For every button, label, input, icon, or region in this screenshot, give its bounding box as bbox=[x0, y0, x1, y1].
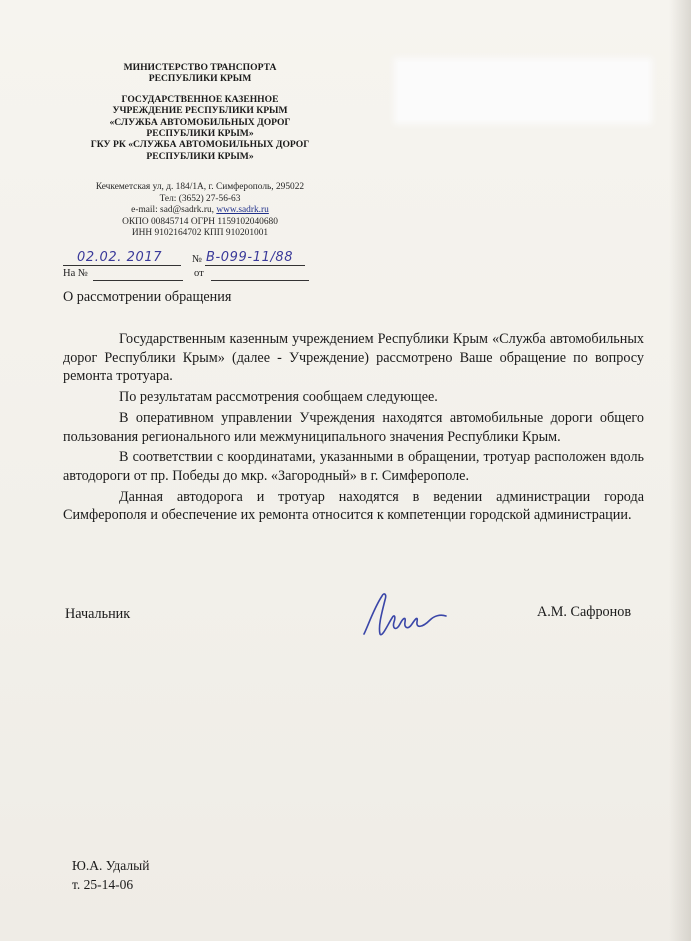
ministry-line-1: МИНИСТЕРСТВО ТРАНСПОРТА bbox=[123, 62, 277, 73]
letter-body bbox=[63, 330, 644, 527]
org-line-4: РЕСПУБЛИКИ КРЫМ» bbox=[146, 128, 254, 140]
paragraph-2: По результатам рассмотрения сообщаем следующее. bbox=[119, 389, 438, 406]
website-link[interactable]: www.sadrk.ru bbox=[216, 205, 269, 216]
paragraph-3: В оперативном управлении Учреждения находятся автомобильные дороги общего пользования регионального или межмуниципального значения Республики Крым. bbox=[63, 409, 644, 445]
handwritten-date: 02.02. 2017 bbox=[77, 250, 163, 265]
short-name-line-2: РЕСПУБЛИКИ КРЫМ» bbox=[146, 150, 254, 162]
na-label: На № bbox=[63, 268, 88, 279]
subject-line: О рассмотрении обращения bbox=[63, 289, 232, 305]
paragraph-1: Государственным казенным учреждением Республики Крым «Служба автомобильных дорог Республики Крым» (далее - Учреждение) рассмотрено Ваше обращение по вопросу ремонта тротуара. bbox=[63, 331, 644, 385]
executor-name: Ю.А. Удалый bbox=[72, 858, 150, 873]
signatory-title: Начальник bbox=[65, 606, 131, 622]
paragraph-4: В соответствии с координатами, указанными в обращении, тротуар расположен вдоль автодороги от пр. Победы до мкр. «Загородный» в г. Симферополе. bbox=[63, 449, 644, 484]
number-prefix: № bbox=[192, 254, 203, 265]
org-line-1: ГОСУДАРСТВЕННОЕ КАЗЕННОЕ bbox=[121, 93, 279, 105]
signatory-name: А.М. Сафронов bbox=[537, 604, 632, 620]
redacted-addressee bbox=[398, 62, 648, 120]
page-edge-shadow bbox=[669, 0, 691, 941]
reference-line bbox=[63, 252, 323, 282]
executor-phone: т. 25-14-06 bbox=[72, 877, 134, 892]
email: e-mail: sad@sadrk.ru, bbox=[131, 205, 217, 216]
handwritten-signature bbox=[360, 586, 450, 646]
handwritten-number: В-099-11/88 bbox=[206, 250, 294, 265]
paragraph-5: Данная автодорога и тротуар находятся в ведении администрации города Симферополя и обеспечение их ремонта относится к компетенции городской администрации. bbox=[63, 488, 644, 524]
okpo-ogrn: ОКПО 00845714 ОГРН 1159102040680 bbox=[122, 216, 278, 227]
contacts-block bbox=[60, 182, 340, 240]
email-line bbox=[60, 205, 340, 217]
letterhead bbox=[60, 62, 340, 162]
executor-block bbox=[72, 856, 149, 894]
short-name-line-1: ГКУ РК «СЛУЖБА АВТОМОБИЛЬНЫХ ДОРОГ bbox=[90, 139, 310, 151]
org-line-2: УЧРЕЖДЕНИЕ РЕСПУБЛИКИ КРЫМ bbox=[112, 105, 288, 117]
org-line-3: «СЛУЖБА АВТОМОБИЛЬНЫХ ДОРОГ bbox=[109, 116, 291, 128]
inn-kpp: ИНН 9102164702 КПП 910201001 bbox=[131, 228, 269, 239]
ot-label: от bbox=[194, 268, 204, 279]
phone: Тел: (3652) 27-56-63 bbox=[159, 193, 241, 204]
address: Кечкеметская ул, д. 184/1А, г. Симферополь, 295022 bbox=[95, 182, 305, 192]
ministry-line-2: РЕСПУБЛИКИ КРЫМ bbox=[148, 73, 252, 85]
